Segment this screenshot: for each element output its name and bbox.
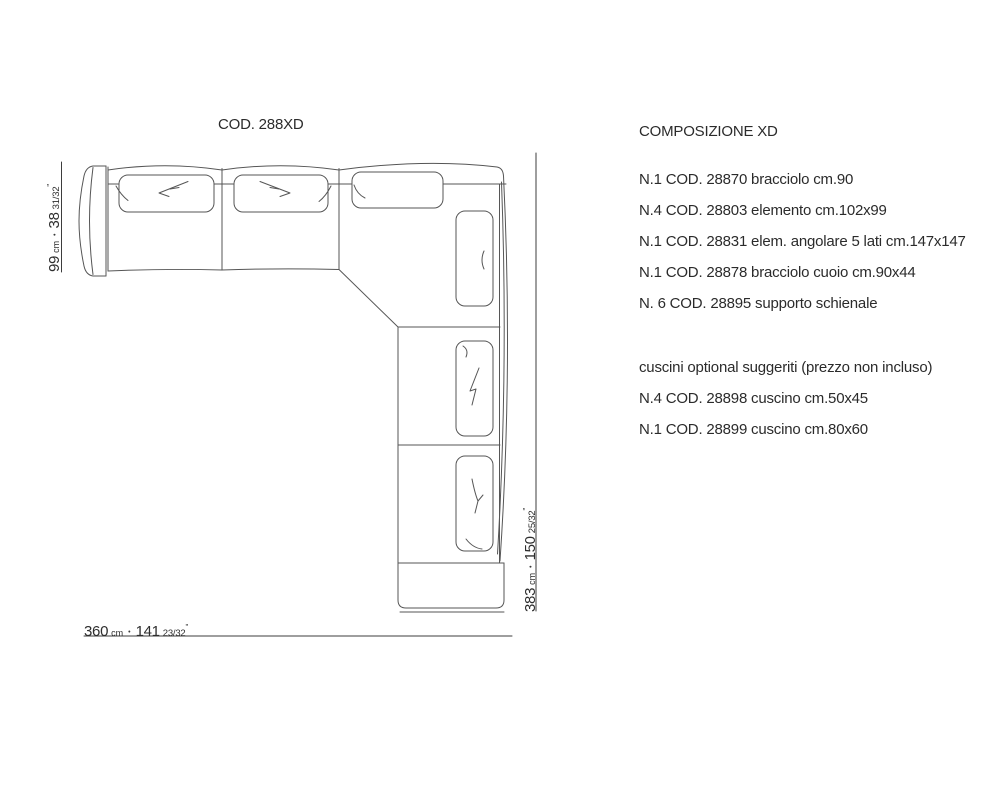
width-cm-unit: cm bbox=[111, 628, 124, 638]
corner-diagonal-edge bbox=[339, 270, 398, 328]
composition-spacer bbox=[639, 319, 979, 352]
composition-item: N.1 COD. 28899 cuscino cm.80x60 bbox=[639, 421, 868, 438]
width-separator: • bbox=[128, 628, 131, 636]
back-cushion-1 bbox=[119, 175, 214, 212]
back-cushion-corner-right bbox=[456, 211, 493, 306]
composition-item: N.1 COD. 28870 bracciolo cm.90 bbox=[639, 171, 854, 188]
height-separator: • bbox=[527, 565, 535, 568]
depth-separator: • bbox=[51, 233, 59, 236]
seat-front-edge bbox=[108, 269, 339, 271]
width-in-value: 141 bbox=[135, 623, 160, 640]
back-cushion-corner-top bbox=[352, 172, 443, 208]
backrest-arc-1 bbox=[108, 166, 222, 170]
depth-dimension-label bbox=[42, 184, 66, 272]
optional-cushions-note: cuscini optional suggeriti (prezzo non incluso) bbox=[639, 359, 933, 376]
composition-item: N.4 COD. 28898 cuscino cm.50x45 bbox=[639, 390, 868, 407]
composition-title: COMPOSIZIONE XD bbox=[639, 123, 778, 140]
height-cm-value: 383 bbox=[522, 587, 539, 612]
width-in-fraction: 23/32 bbox=[162, 628, 186, 639]
height-in-fraction: 25/32 bbox=[527, 510, 538, 534]
height-dimension-label bbox=[518, 508, 542, 612]
depth-cm-value: 99 bbox=[46, 255, 63, 272]
height-inch-mark: " bbox=[522, 507, 531, 511]
composition-item: N.1 COD. 28878 bracciolo cuoio cm.90x44 bbox=[639, 264, 916, 281]
left-armrest-outline bbox=[79, 166, 106, 276]
width-dimension-label bbox=[84, 619, 188, 643]
composition-panel bbox=[639, 123, 979, 445]
height-cm-unit: cm bbox=[527, 572, 537, 585]
depth-in-fraction: 31/32 bbox=[51, 186, 62, 210]
depth-inch-mark: " bbox=[46, 183, 55, 187]
width-inch-mark: " bbox=[185, 623, 189, 632]
depth-in-value: 38 bbox=[46, 212, 63, 229]
back-cushion-2 bbox=[234, 175, 328, 212]
leather-armrest-outline bbox=[398, 563, 504, 608]
backrest-arc-2 bbox=[222, 166, 339, 170]
composition-items bbox=[639, 164, 979, 445]
depth-cm-unit: cm bbox=[51, 240, 61, 253]
composition-item: N.1 COD. 28831 elem. angolare 5 lati cm.147x147 bbox=[639, 233, 966, 250]
composition-item: N. 6 COD. 28895 supporto schienale bbox=[639, 295, 878, 312]
back-cushion-4 bbox=[456, 456, 493, 551]
width-cm-value: 360 bbox=[84, 623, 109, 640]
drawing-code-title: COD. 288XD bbox=[218, 116, 304, 133]
cushion-crease-marks bbox=[116, 182, 484, 550]
left-armrest-inner-arc bbox=[90, 168, 94, 275]
height-in-value: 150 bbox=[522, 536, 539, 561]
composition-item: N.4 COD. 28803 elemento cm.102x99 bbox=[639, 202, 887, 219]
back-cushion-3 bbox=[456, 341, 493, 436]
